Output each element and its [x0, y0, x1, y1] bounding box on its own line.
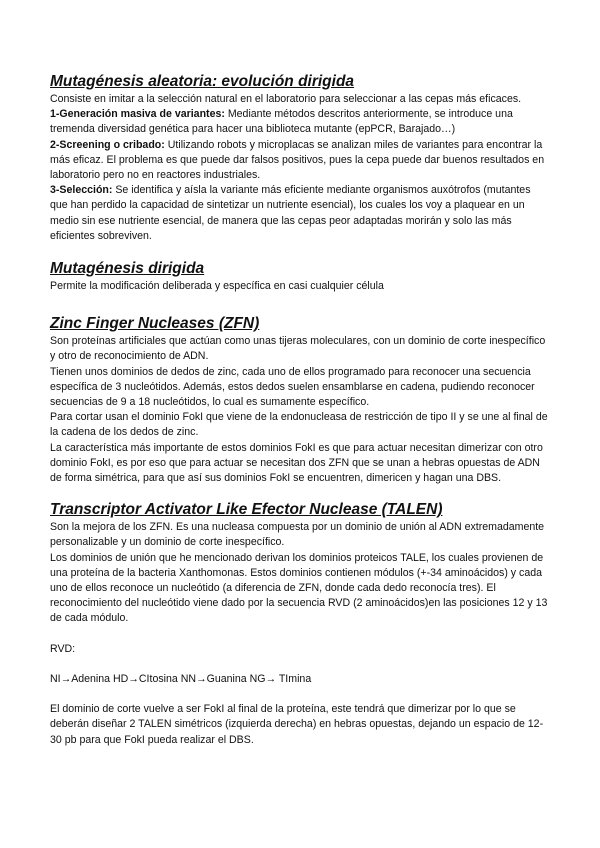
paragraph-step-2 [50, 138, 550, 184]
paragraph-rvd-map: NI→Adenina HD→CItosina NN→Guanina NG→ TImina [50, 672, 312, 685]
step-2-label: 2-Screening o cribado: [50, 138, 165, 151]
paragraph-zfn-4: La característica más importante de estos dominios FokI es que para actuar necesitan dimerizar con otro dominio FokI, es por eso que para actuar se necesitan dos ZFN que se unan a hebras opuestas de ADN de forma simétrica, para que así sus dominios FokI se encuentren, dimericen y hagan una DBS. [50, 441, 543, 485]
paragraph-rvd-label: RVD: [50, 642, 76, 655]
paragraph-talen-2: Los dominios de unión que he mencionado derivan los dominios proteicos TALE, los cuales provienen de una proteína de la bacteria Xanthomonas. Estos dominios contienen módulos (+-34 aminoácidos) y cada uno de ellos reconoce un nucleótido (a diferencia de ZFN, donde cada dedo reconocía tres). El reconocimiento del nucleótido viene dado por la secuencia RVD (2 aminoácidos)en las posiciones 12 y 13 de cada módulo. [50, 551, 548, 625]
paragraph-talen-1: Son la mejora de los ZFN. Es una nucleasa compuesta por un dominio de unión al ADN extremadamente personalizable y un dominio de corte inespecífico. [50, 521, 545, 549]
paragraph-step-1 [50, 107, 550, 137]
step-3-text: Se identifica y aísla la variante más eficiente mediante organismos auxótrofos (mutantes que han perdido la capacidad de sintetizar un nutriente esencial), los cuales los voy a plaquear en un medio sin ese nutriente esencial, de manera que las cepas peor adaptadas morirán y solo las más eficientes sobreviven. [50, 184, 531, 242]
spacer [50, 627, 550, 642]
heading-mutagenesis-aleatoria: Mutagénesis aleatoria: evolución dirigida [50, 73, 355, 90]
step-2-text: Utilizando robots y microplacas se analizan miles de variantes para encontrar la más eficaz. El problema es que puede dar falsos positivos, pues la cepa puede dar buenos resultados en laboratorio pero no en reactores industriales. [50, 138, 545, 182]
paragraph-aleatoria-intro: Consiste en imitar a la selección natural en el laboratorio para seleccionar a las cepas más eficaces. [50, 93, 522, 105]
paragraph-talen-3: El dominio de corte vuelve a ser FokI al final de la proteína, este tendrá que dimerizar por lo que se deberán diseñar 2 TALEN simétricos (izquierda derecha) en hebras opuestas, dejando un espacio de 12-30 pb para que FokI pueda realizar el DBS. [50, 703, 544, 746]
spacer [50, 657, 550, 672]
heading-zfn: Zinc Finger Nucleases (ZFN) [50, 315, 260, 333]
heading-talen: Transcriptor Activator Like Efector Nuclease (TALEN) [50, 501, 443, 519]
paragraph-zfn-3: Para cortar usan el dominio FokI que viene de la endonucleasa de restricción de tipo II y se une al final de la cadena de los dedos de zinc. [50, 411, 548, 439]
step-1-text: Mediante métodos descritos anteriormente, se introduce una tremenda diversidad genética para hacer una biblioteca mutante (epPCR, Barajado…) [50, 108, 513, 136]
paragraph-zfn-2: Tienen unos dominios de dedos de zinc, cada uno de ellos programado para reconocer una secuencia específica de 3 nucleótidos. Además, estos dedos suelen ensamblarse en cadena, pudiendo reconocer secuencias de 9 a 18 nucleótidos, lo cual es sumamente específico. [50, 365, 535, 409]
paragraph-step-3 [50, 183, 550, 244]
heading-mutagenesis-dirigida: Mutagénesis dirigida [50, 260, 205, 278]
paragraph-zfn-1: Son proteínas artificiales que actúan como unas tijeras moleculares, con un dominio de corte inespecífico y otro de reconocimiento de ADN. [50, 335, 546, 363]
step-3-label: 3-Selección: [50, 184, 113, 197]
step-1-label: 1-Generación masiva de variantes: [50, 108, 225, 121]
paragraph-dirigida: Permite la modificación deliberada y específica en casi cualquier célula [50, 280, 384, 293]
spacer [50, 687, 550, 702]
